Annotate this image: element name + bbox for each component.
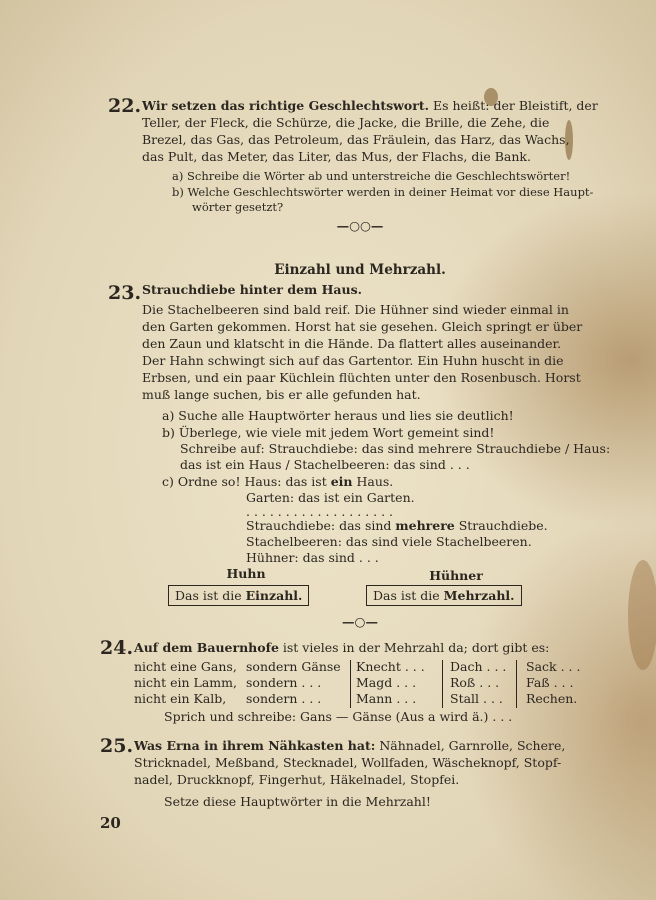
table-col-2-cell: sondern . . .	[246, 675, 322, 690]
exercise-24-number: 24.	[100, 637, 134, 659]
exercise-22-task-b-line-2: wörter gesetzt?	[192, 200, 284, 214]
stain	[628, 560, 656, 670]
exercise-22-task-a: a) Schreibe die Wörter ab und unterstreiche die Geschlechtswörter!	[172, 169, 571, 183]
exercise-25-number: 25.	[100, 735, 134, 757]
label-huehner: Hühner	[429, 568, 483, 583]
exercise-23-task-a: a) Suche alle Hauptwörter heraus und lies sie deutlich!	[162, 408, 514, 423]
table-col-3-cell: Knecht . . .	[356, 659, 425, 674]
einzahl-bold: Einzahl.	[245, 588, 303, 603]
task-c-garten: Garten: das ist ein Garten.	[246, 490, 415, 505]
task-c-sd-bold: mehrere	[395, 518, 455, 533]
exercise-23-text-line: Der Hahn schwingt sich auf das Gartentor. Ein Huhn huscht in die	[142, 353, 564, 368]
table-col-2-cell: sondern . . .	[246, 691, 322, 706]
exercise-23-text-line: Die Stachelbeeren sind bald reif. Die Hühner sind wieder einmal in	[142, 302, 569, 317]
exercise-23-task-b-sub-2: das ist ein Haus / Stachelbeeren: das sind . . .	[180, 457, 470, 472]
exercise-25-line-2: Stricknadel, Meßband, Stecknadel, Wollfaden, Wäscheknopf, Stopf-	[134, 755, 562, 770]
page-number: 20	[100, 814, 121, 832]
task-c-strauchdiebe	[246, 518, 548, 534]
task-c-sd-post: Strauchdiebe.	[454, 518, 548, 533]
exercise-25-task: Setze diese Hauptwörter in die Mehrzahl!	[164, 794, 431, 809]
einzahl-box	[168, 585, 309, 606]
exercise-25-title: Was Erna in ihrem Nähkasten hat:	[134, 738, 376, 753]
table-col-5-cell: Sack . . .	[526, 659, 581, 674]
table-col-2-cell: sondern Gänse	[246, 659, 341, 674]
task-c-haus-pre: Haus: das ist	[240, 474, 331, 489]
exercise-25-line-3: nadel, Druckknopf, Fingerhut, Häkelnadel, Stopfei.	[134, 772, 460, 787]
exercise-23-task-b: b) Überlege, wie viele mit jedem Wort gemeint sind!	[162, 425, 495, 440]
exercise-25-title-line	[134, 738, 565, 754]
exercise-23-text-line: den Zaun und klatscht in die Hände. Da flattert alles auseinander.	[142, 336, 562, 351]
task-c-haus-post: Haus.	[352, 474, 394, 489]
table-col-1-cell: nicht ein Kalb,	[134, 691, 227, 706]
exercise-22-line-3: Brezel, das Gas, das Petroleum, das Fräulein, das Harz, das Wachs,	[142, 132, 570, 147]
mehrzahl-bold: Mehrzahl.	[443, 588, 515, 603]
exercise-23-task-c	[162, 474, 393, 490]
divider-ornament: —○—	[342, 614, 378, 629]
label-huhn: Huhn	[226, 566, 266, 581]
table-col-5-cell: Rechen.	[526, 691, 578, 706]
einzahl-pre: Das ist die	[175, 588, 246, 603]
task-c-sd-pre: Strauchdiebe: das sind	[246, 518, 396, 533]
task-c-dots: . . . . . . . . . . . . . . . . . . .	[246, 504, 394, 519]
mehrzahl-pre: Das ist die	[373, 588, 444, 603]
table-divider	[350, 660, 351, 708]
table-col-4-cell: Stall . . .	[450, 691, 503, 706]
exercise-22-task-b-line-1: b) Welche Geschlechtswörter werden in deiner Heimat vor diese Haupt-	[172, 185, 594, 199]
table-divider	[516, 660, 517, 708]
exercise-23-title: Strauchdiebe hinter dem Haus.	[142, 282, 363, 297]
exercise-22-number: 22.	[108, 95, 142, 117]
divider-ornament: —○○—	[336, 218, 384, 233]
exercise-22-line-2: Teller, der Fleck, die Schürze, die Jacke, die Brille, die Zehe, die	[142, 115, 550, 130]
exercise-23-number: 23.	[108, 282, 142, 304]
table-col-3-cell: Mann . . .	[356, 691, 417, 706]
exercise-23-task-b-sub-1: Schreibe auf: Strauchdiebe: das sind mehrere Strauchdiebe / Haus:	[180, 441, 611, 456]
task-c-label: c) Ordne so!	[162, 474, 241, 489]
table-col-3-cell: Magd . . .	[356, 675, 417, 690]
exercise-22-line-4: das Pult, das Meter, das Liter, das Mus, der Flachs, die Bank.	[142, 149, 531, 164]
table-divider	[442, 660, 443, 708]
task-c-huehner: Hühner: das sind . . .	[246, 550, 379, 565]
table-col-1-cell: nicht eine Gans,	[134, 659, 237, 674]
exercise-23-text-line: Erbsen, und ein paar Küchlein flüchten unter den Rosenbusch. Horst	[142, 370, 581, 385]
section-heading: Einzahl und Mehrzahl.	[274, 262, 446, 278]
exercise-22-line-1-rest: Es heißt: der Bleistift, der	[428, 98, 598, 113]
table-col-5-cell: Faß . . .	[526, 675, 574, 690]
exercise-23-text-line: den Garten gekommen. Horst hat sie gesehen. Gleich springt er über	[142, 319, 583, 334]
task-c-haus-bold: ein	[330, 474, 353, 489]
exercise-25-title-rest: Nähnadel, Garnrolle, Schere,	[375, 738, 566, 753]
table-col-4-cell: Dach . . .	[450, 659, 507, 674]
exercise-24-title-rest: ist vieles in der Mehrzahl da; dort gibt es:	[278, 640, 550, 655]
exercise-23-text-line: muß lange suchen, bis er alle gefunden hat.	[142, 387, 421, 402]
exercise-24-note: Sprich und schreibe: Gans — Gänse (Aus a wird ä.) . . .	[164, 709, 513, 724]
table-col-4-cell: Roß . . .	[450, 675, 500, 690]
exercise-24-title-line	[134, 640, 549, 656]
exercise-24-title: Auf dem Bauernhofe	[134, 640, 279, 655]
task-c-stachelbeeren: Stachelbeeren: das sind viele Stachelbeeren.	[246, 534, 532, 549]
mehrzahl-box	[366, 585, 522, 606]
exercise-22-line-1	[142, 98, 598, 114]
table-col-1-cell: nicht ein Lamm,	[134, 675, 237, 690]
exercise-22-title: Wir setzen das richtige Geschlechtswort.	[142, 98, 429, 113]
